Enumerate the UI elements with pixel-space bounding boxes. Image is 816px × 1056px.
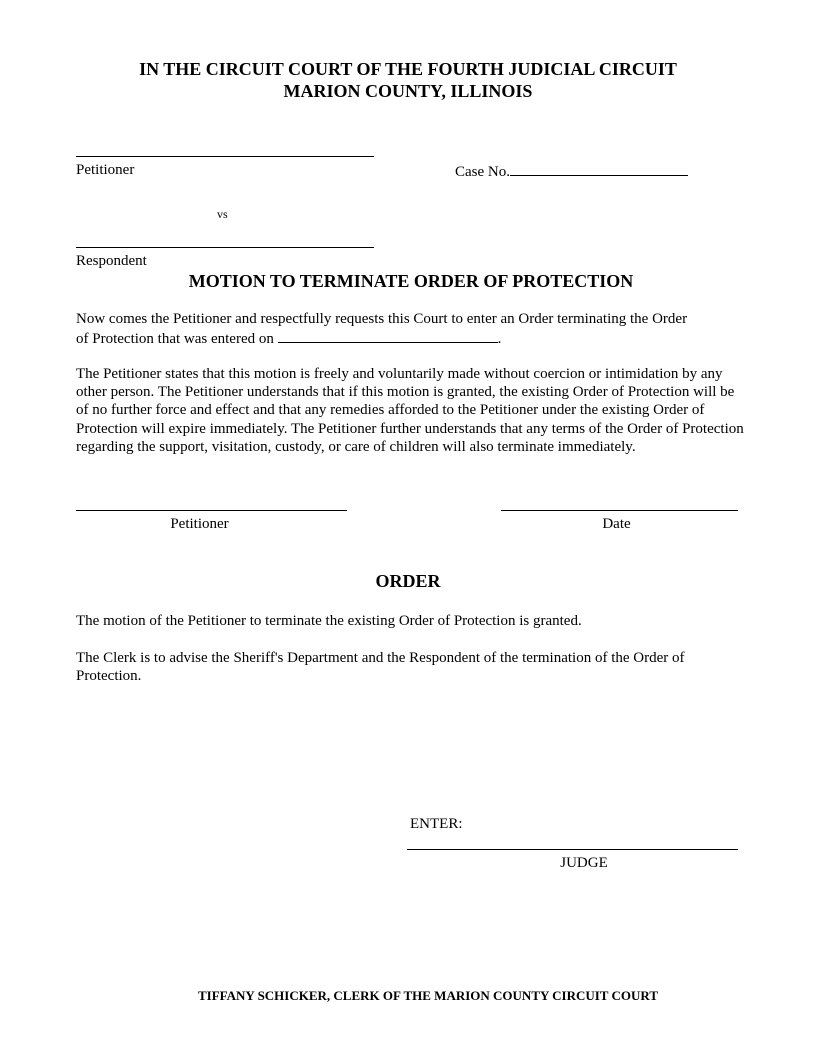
- motion-request-line1: Now comes the Petitioner and respectfully requests this Court to enter an Order terminating the Order: [76, 311, 688, 327]
- court-name-line: IN THE CIRCUIT COURT OF THE FOURTH JUDICIAL CIRCUIT: [139, 59, 677, 79]
- enter-label: ENTER:: [410, 816, 463, 832]
- county-line: MARION COUNTY, ILLINOIS: [283, 81, 533, 101]
- order-title: ORDER: [375, 571, 441, 591]
- date-signature-line[interactable]: [501, 510, 738, 511]
- order-granted-paragraph: The motion of the Petitioner to terminate the existing Order of Protection is granted.: [76, 613, 582, 629]
- entry-date-blank[interactable]: [278, 328, 498, 343]
- order-clerk-paragraph: The Clerk is to advise the Sheriff's Department and the Respondent of the termination of the Order of Protection.: [76, 650, 685, 685]
- petitioner-signature-line[interactable]: [76, 510, 347, 511]
- case-number-blank[interactable]: [510, 161, 688, 176]
- versus-label: vs: [217, 207, 228, 221]
- date-label: Date: [602, 516, 631, 532]
- case-number-label: Case No.: [455, 164, 510, 180]
- petitioner-name-line[interactable]: [76, 156, 374, 157]
- motion-title: MOTION TO TERMINATE ORDER OF PROTECTION: [188, 271, 634, 291]
- motion-request-paragraph: [76, 310, 744, 348]
- period: .: [497, 331, 502, 348]
- case-number-field[interactable]: [455, 161, 688, 181]
- respondent-name-line[interactable]: [76, 247, 374, 248]
- motion-request-line2: [76, 328, 744, 348]
- petitioner-signature-label: Petitioner: [170, 516, 229, 532]
- clerk-footer: TIFFANY SCHICKER, CLERK OF THE MARION COUNTY CIRCUIT COURT: [197, 988, 658, 1003]
- respondent-label: Respondent: [76, 253, 147, 269]
- petitioner-label: Petitioner: [76, 162, 135, 178]
- entered-on-label: of Protection that was entered on: [76, 331, 278, 348]
- judge-signature-line[interactable]: [407, 849, 738, 850]
- judge-label: JUDGE: [560, 855, 608, 871]
- motion-statement-paragraph: The Petitioner states that this motion is freely and voluntarily made without coercion or intimidation by any other person. The Petitioner understands that if this motion is granted, the existing Order of Protection will be of no further force and effect and that any remedies afforded to the Petitioner under the existing Order of Protection will expire immediately. The Petitioner further understands that any terms of the Order of Protection regarding the support, visitation, custody, or care of children will also terminate immediately.: [76, 366, 744, 455]
